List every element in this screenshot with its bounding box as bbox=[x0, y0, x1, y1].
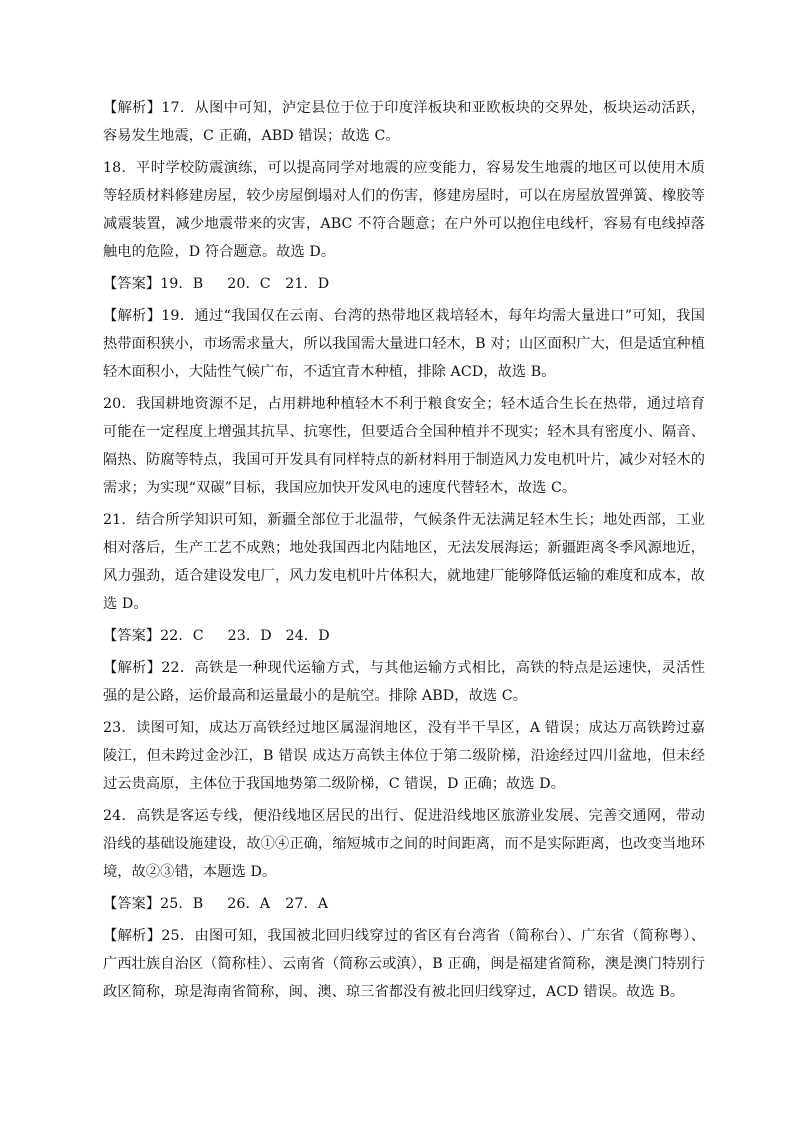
answer-line-25-27 bbox=[103, 890, 705, 918]
explanation-paragraph-20: 20．我国耕地资源不足，占用耕地种植轻木不利于粮食安全；轻木适合生长在热带，通过培育可能在一定程度上增强其抗旱、抗寒性，但要适合全国种植并不现实；轻木具有密度小、隔音、隔热、防腐等特点，我国可开发具有同样特点的新材料用于制造风力发电机叶片，减少对轻木的需求；为实现“双碳”目标，我国应加快开发风电的速度代替轻木，故选 C。 bbox=[103, 396, 705, 496]
explanation-paragraph-21: 21．结合所学知识可知，新疆全部位于北温带，气候条件无法满足轻木生长；地处西部，工业相对落后，生产工艺不成熟；地处我国西北内陆地区，无法发展海运；新疆距离冬季风源地近，风力强劲，适合建设发电厂，风力发电机叶片体积大，就地建厂能够降低运输的难度和成本，故选 D。 bbox=[103, 512, 705, 612]
answer-item: 27．A bbox=[285, 896, 329, 912]
analysis-paragraph-25: 【解析】25．由图可知，我国被北回归线穿过的省区有台湾省（简称台）、广东省（简称粤）、广西壮族自治区（简称桂）、云南省（简称云或滇），B 正确，闽是福建省简称，澳是澳门特别行政区简称，琼是海南省简称，闽、澳、琼三省都没有被北回归线穿过，ACD 错误。故选 B。 bbox=[103, 928, 705, 1000]
answer-label: 【答案】 bbox=[103, 276, 161, 292]
answer-item: 26．A bbox=[227, 896, 271, 912]
analysis-paragraph-22: 【解析】22．高铁是一种现代运输方式，与其他运输方式相比，高铁的特点是运速快，灵活性强的是公路，运价最高和运量最小的是航空。排除 ABD，故选 C。 bbox=[103, 660, 705, 704]
answer-item: 22．C bbox=[160, 628, 204, 644]
answer-item: 21．D bbox=[285, 276, 330, 292]
answer-line-22-24 bbox=[103, 622, 705, 650]
answer-line-19-21 bbox=[103, 270, 705, 298]
analysis-paragraph-17: 【解析】17．从图中可知，泸定县位于位于印度洋板块和亚欧板块的交界处，板块运动活跃，容易发生地震，C 正确，ABD 错误；故选 C。 bbox=[103, 100, 705, 144]
answer-item: 19．B bbox=[160, 276, 204, 292]
explanation-paragraph-18: 18．平时学校防震演练，可以提高同学对地震的应变能力，容易发生地震的地区可以使用木质等轻质材料修建房屋，较少房屋倒塌对人们的伤害，修建房屋时，可以在房屋放置弹簧、橡胶等减震装置，减少地震带来的灾害，ABC 不符合题意；在户外可以抱住电线杆，容易有电线掉落触电的危险，D 符合题意。故选 D。 bbox=[103, 160, 705, 260]
document-body bbox=[103, 94, 705, 1010]
answer-item: 24．D bbox=[285, 628, 330, 644]
answer-item: 25．B bbox=[160, 896, 204, 912]
answer-label: 【答案】 bbox=[103, 628, 161, 644]
answer-label: 【答案】 bbox=[103, 896, 161, 912]
analysis-paragraph-19: 【解析】19．通过“我国仅在云南、台湾的热带地区栽培轻木，每年均需大量进口”可知，我国热带面积狭小，市场需求量大，所以我国需大量进口轻木，B 对；山区面积广大，但是适宜种植轻木面积小，大陆性气候广布，不适宜青木种植，排除 ACD，故选 B。 bbox=[103, 308, 705, 380]
explanation-paragraph-24: 24．高铁是客运专线，便沿线地区居民的出行、促进沿线地区旅游业发展、完善交通网，带动沿线的基础设施建设，故①④正确，缩短城市之间的时间距离，而不是实际距离，也改变当地环境，故②③错，本题选 D。 bbox=[103, 808, 705, 880]
explanation-paragraph-23: 23．读图可知，成达万高铁经过地区属湿润地区，没有半干旱区，A 错误；成达万高铁跨过嘉陵江，但未跨过金沙江，B 错误 成达万高铁主体位于第二级阶梯，沿途经过四川盆地，但未经过云贵高原，主体位于我国地势第二级阶梯，C 错误，D 正确；故选 D。 bbox=[103, 720, 705, 792]
answer-item: 23．D bbox=[227, 628, 272, 644]
answer-item: 20．C bbox=[227, 276, 271, 292]
